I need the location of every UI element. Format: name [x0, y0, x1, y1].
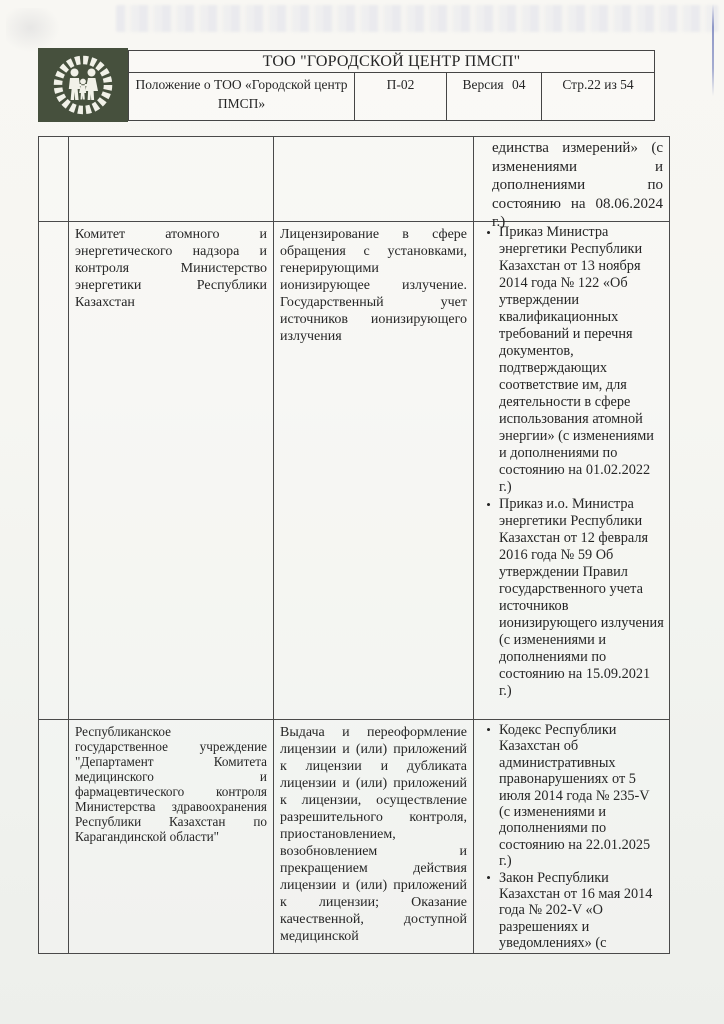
- doc-title: Положение о ТОО «Городской центр ПМСП»: [129, 73, 355, 120]
- cell-number-empty: [39, 222, 69, 719]
- doc-code: П-02: [355, 73, 447, 120]
- doc-item-text: Закон Республики Казахстан от 16 мая 2014 года № 202-V «О разрешениях и уведомлениях» (с: [499, 869, 653, 952]
- org-logo: [38, 48, 128, 122]
- doc-list-item: [478, 722, 666, 870]
- scan-corner-smudge: [6, 8, 60, 52]
- doc-list-item: [478, 496, 666, 700]
- doc-item-text: Приказ и.о. Министра энергетики Республики Казахстан от 12 февраля 2016 года № 59 Об утверждении Правил государственного учета источников ионизирующего излучения (с изменениями и дополнениями по состоянию на 15.09.2021 г.): [499, 496, 664, 699]
- cell-docs-list: [474, 222, 669, 719]
- cell-number-empty: [39, 720, 69, 953]
- table-row-med-control-department: [39, 720, 669, 953]
- family-ring-logo-icon: [38, 48, 128, 122]
- cell-docs-list: [474, 720, 669, 953]
- scan-bleedthrough-band: [116, 5, 718, 32]
- doc-list-item: [478, 870, 666, 952]
- cell-docs-continued: единства измерений» (с изменениями и дополнениями по состоянию на 08.06.2024 г.): [492, 140, 663, 230]
- page-number: Стр.22 из 54: [562, 77, 634, 92]
- cell-org-name: Республиканское государственное учреждение "Департамент Комитета медицинского и фармацевтического контроля Министерства здравоохранения Республики Казахстан по Карагандинской области": [69, 720, 274, 953]
- table-row-continued: [39, 137, 669, 230]
- doc-version: Версия 04: [447, 73, 542, 120]
- header-meta-row: [129, 73, 654, 120]
- regulatory-bodies-table: [38, 136, 670, 954]
- scan-blue-line-artifact: [712, 4, 714, 96]
- cell-org-name: Комитет атомного и энергетического надзора и контроля Министерство энергетики Республики Казахстан: [69, 222, 274, 719]
- doc-item-text: Приказ Министра энергетики Республики Казахстан от 13 ноября 2014 года № 122 «Об утверждении квалификационных требований и перечня документов, подтверждающих соответствие им, для деятельности в сфере использования атомной энергии» (с изменениями и дополнениями по состоянию на 01.02.2022 г.): [499, 224, 654, 495]
- doc-item-text: Кодекс Республики Казахстан об административных правонарушениях от 5 июля 2014 года № 235-V (с изменениями и дополнениями по состоянию на 22.01.2025 г.): [499, 722, 651, 870]
- bullet-icon: •: [486, 722, 491, 737]
- cell-function: Лицензирование в сфере обращения с установками, генерирующими ионизирующее излучение. Государственный учет источников ионизирующего излучения: [274, 222, 474, 719]
- bullet-icon: •: [486, 869, 491, 885]
- cell-function-empty: [274, 137, 474, 221]
- document-header-table: [128, 50, 655, 121]
- bullet-icon: •: [486, 497, 491, 512]
- logo-rect: [38, 48, 128, 122]
- org-title: ТОО "ГОРОДСКОЙ ЦЕНТР ПМСП": [129, 51, 654, 73]
- doc-list-item: [478, 224, 666, 496]
- bullet-icon: •: [486, 225, 491, 240]
- table-row-energy-committee: [39, 222, 669, 720]
- cell-number-empty: [39, 137, 69, 221]
- cell-function: Выдача и переоформление лицензии и (или) приложений к лицензии и дубликата лицензии и (или) приложений к лицензии, осуществление разрешительного контроля, приостановлением, возобновлением и прекращением действия лицензии и (или) приложений к лицензии; Оказание качественной, доступной медицинской: [274, 720, 474, 953]
- cell-org-empty: [69, 137, 274, 221]
